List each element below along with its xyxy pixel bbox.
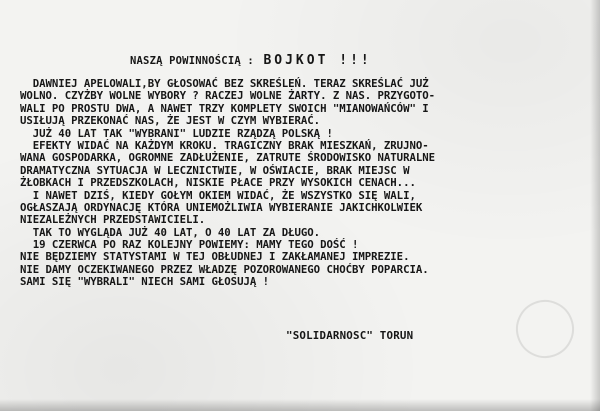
body-line: OGŁASZAJĄ ORDYNACJĘ KTÓRA UNIEMOŻLIWIA WYBIERANIE JAKICHKOLWIEK xyxy=(20,200,423,214)
paper-edge-bottom xyxy=(0,399,600,411)
body-line: USIŁUJĄ PRZEKONAĆ NAS, ŻE JEST W CZYM WYBIERAĆ. xyxy=(20,114,321,128)
heading-part-2: BOJKOT !!! xyxy=(263,53,372,68)
body-line: SAMI SIĘ "WYBRALI" NIECH SAMI GŁOSUJĄ ! xyxy=(20,275,269,289)
body-line: WANA GOSPODARKA, OGROMNE ZADŁUŻENIE, ZATRUTE ŚRODOWISKO NATURALNE xyxy=(20,151,435,165)
leaflet-heading xyxy=(130,53,372,68)
body-line: WALI PO PROSTU DWA, A NAWET TRZY KOMPLETY SWOICH "MIANOWAŃCÓW" I xyxy=(20,101,429,115)
body-line: DRAMATYCZNA SYTUACJA W LECZNICTWIE, W OŚWIACIE, BRAK MIEJSC W xyxy=(20,163,410,177)
paper-edge-right xyxy=(590,0,600,411)
body-line: I NAWET DZIŚ, KIEDY GOŁYM OKIEM WIDAĆ, ŻE WSZYSTKO SIĘ WALI, xyxy=(20,188,416,202)
body-line: EFEKTY WIDAĆ NA KAŻDYM KROKU. TRAGICZNY BRAK MIESZKAŃ, ZRUJNO- xyxy=(20,138,429,152)
body-line: 19 CZERWCA PO RAZ KOLEJNY POWIEMY: MAMY TEGO DOŚĆ ! xyxy=(20,238,359,252)
heading-part-1: NASZĄ POWINNOŚCIĄ : xyxy=(130,55,254,67)
body-line: ŻŁOBKACH I PRZEDSZKOLACH, NISKIE PŁACE PRZY WYSOKICH CENACH... xyxy=(20,176,416,190)
body-line: NIE BĘDZIEMY STATYSTAMI W TEJ OBŁUDNEJ I ZAKŁAMANEJ IMPREZIE. xyxy=(20,250,410,264)
leaflet-body xyxy=(20,78,580,289)
signature: "SOLIDARNOSC" TORUN xyxy=(286,329,414,342)
body-line: NIEZALEŻNYCH PRZEDSTAWICIELI. xyxy=(20,213,206,227)
body-line: TAK TO WYGLĄDA JUŻ 40 LAT, O 40 LAT ZA DŁUGO. xyxy=(20,225,321,239)
body-line: WOLNO. CZYŻBY WOLNE WYBORY ? RACZEJ WOLNE ŻARTY. Z NAS. PRZYGOTO- xyxy=(20,89,435,103)
body-line: JUŻ 40 LAT TAK "WYBRANI" LUDZIE RZĄDZĄ POLSKĄ ! xyxy=(20,126,333,140)
body-line: DAWNIEJ APELOWALI,BY GŁOSOWAĆ BEZ SKREŚLEŃ. TERAZ SKREŚLAĆ JUŻ xyxy=(20,77,429,90)
body-line: NIE DAMY OCZEKIWANEGO PRZEZ WŁADZĘ POZOROWANEGO CHOĆBY POPARCIA. xyxy=(20,262,429,276)
